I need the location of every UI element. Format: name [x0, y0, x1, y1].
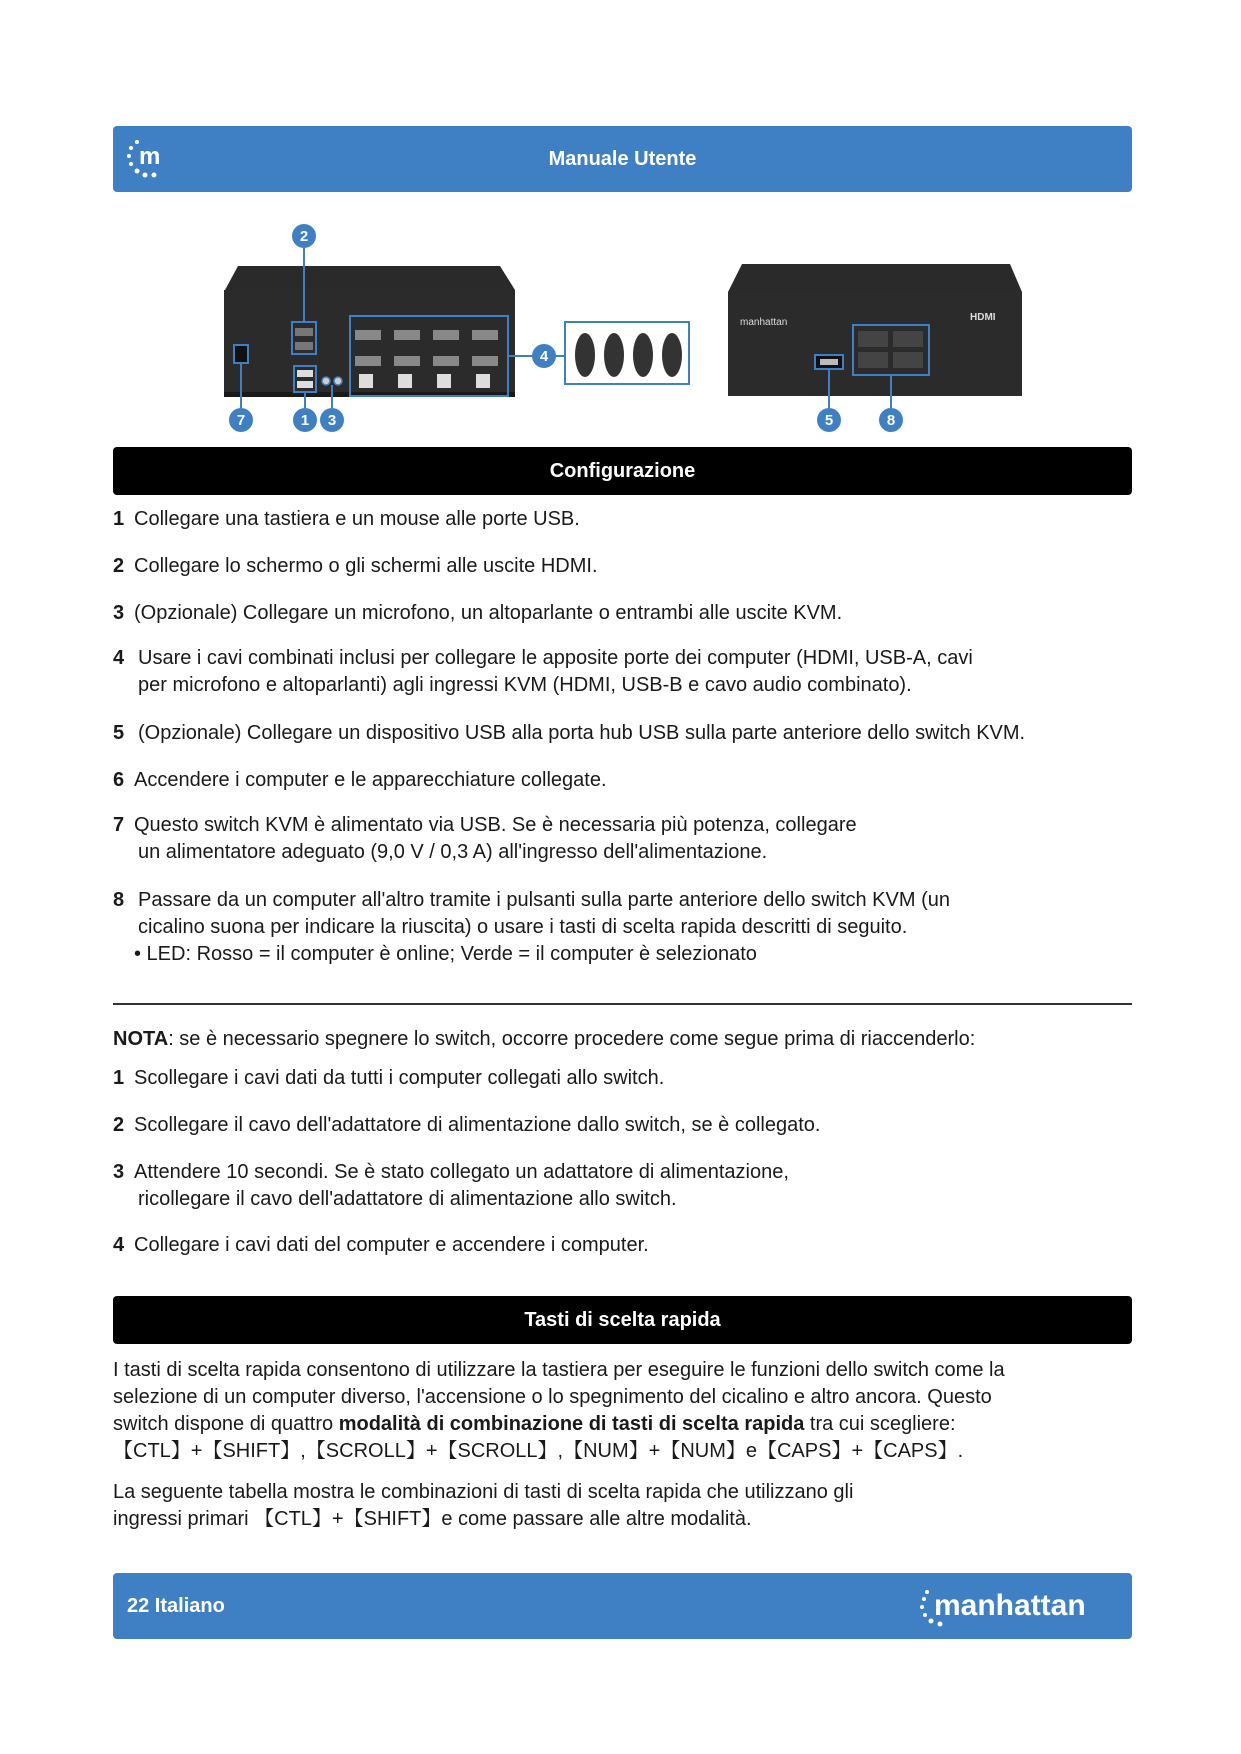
- kvm-front-panel: [728, 264, 1022, 396]
- config-step-3: 3 (Opzionale) Collegare un microfono, un altoparlante o entrambi alle uscite KVM.: [113, 602, 843, 624]
- config-step-7: 7 Questo switch KVM è alimentato via USB. Se è necessaria più potenza, collegare un alimentatore adeguato (9,0 V / 0,3 A) all'ingresso dell'alimentazione.: [113, 814, 857, 863]
- callout-badge-7: [229, 408, 253, 432]
- hotkeys-title: Tasti di scelta rapida: [524, 1308, 721, 1331]
- note-step-4: 4 Collegare i cavi dati del computer e accendere i computer.: [113, 1234, 649, 1256]
- callout-badge-1: [293, 408, 317, 432]
- svg-text:3: 3: [327, 412, 337, 429]
- config-step-1: 1 Collegare una tastiera e un mouse alle porte USB.: [113, 508, 580, 530]
- svg-text:4: 4: [539, 348, 549, 365]
- hotkeys-section-bar: [113, 1296, 1132, 1344]
- hotkeys-table-note: La seguente tabella mostra le combinazioni di tasti di scelta rapida che utilizzano gli ingressi primari 【CTL】+【SHIFT】e come passare alle altre modalità.: [113, 1481, 854, 1530]
- hotkeys-intro: I tasti di scelta rapida consentono di utilizzare la tastiera per eseguire le funzioni dello switch come la selezione di un computer diverso, l'accensione o lo spegnimento del cicalino e altro ancora. Questo switch dispone di quattro modalità di combinazione di tasti di scelta rapida tra cui scegliere: 【CTL】+【SHIFT】,【SCROLL】+【SCROLL】,【NUM】+【NUM】e【CAPS】+【CAPS】.: [113, 1357, 1073, 1465]
- config-title: Configurazione: [549, 459, 696, 482]
- callout-badge-5: [817, 408, 841, 432]
- divider: [113, 1003, 1132, 1005]
- callout-badge-2: [292, 224, 316, 248]
- combo-cables: [565, 322, 689, 384]
- svg-text:m: m: [139, 143, 161, 170]
- svg-text:5: 5: [824, 412, 834, 429]
- svg-text:1: 1: [300, 412, 310, 429]
- header-title: Manuale Utente: [548, 147, 697, 170]
- product-diagram: [0, 0, 1241, 445]
- hotkey-modes: 【CTL】+【SHIFT】,【SCROLL】+【SCROLL】,【NUM】+【NUM】e【CAPS】+【CAPS】.: [113, 1440, 964, 1462]
- callout-badge-8: [879, 408, 903, 432]
- kvm-back-panel: [224, 266, 515, 397]
- manhattan-logo-icon: [918, 1585, 1118, 1629]
- note-step-1: 1 Scollegare i cavi dati da tutti i computer collegati allo switch.: [113, 1067, 665, 1089]
- page-number: 22 Italiano: [127, 1594, 225, 1617]
- config-step-2: 2 Collegare lo schermo o gli schermi alle uscite HDMI.: [113, 555, 598, 577]
- front-brand: manhattan: [740, 317, 788, 328]
- led-note: • LED: Rosso = il computer è online; Verde = il computer è selezionato: [134, 943, 757, 965]
- svg-text:8: 8: [886, 412, 896, 429]
- note-step-2: 2 Scollegare il cavo dell'adattatore di alimentazione dallo switch, se è collegato.: [113, 1114, 821, 1136]
- svg-text:manhattan: manhattan: [934, 1589, 1086, 1622]
- front-hdmi: HDMI: [970, 312, 996, 323]
- svg-text:2: 2: [299, 228, 309, 245]
- config-step-8: 8 Passare da un computer all'altro tramite i pulsanti sulla parte anteriore dello switch KVM (un cicalino suona per indicare la riuscita) o usare i tasti di scelta rapida descritti di seguito. • LED: Rosso = il computer è online; Verde = il computer è selezionato: [113, 889, 950, 965]
- svg-text:7: 7: [236, 412, 246, 429]
- callout-badge-4: [532, 344, 556, 368]
- config-section-bar: [113, 447, 1132, 495]
- note-step-3: 3 Attendere 10 secondi. Se è stato collegato un adattatore di alimentazione, ricollegare il cavo dell'adattatore di alimentazione allo switch.: [113, 1161, 789, 1210]
- config-step-4: 4 Usare i cavi combinati inclusi per collegare le apposite porte dei computer (HDMI, USB-A, cavi per microfono e altoparlanti) agli ingressi KVM (HDMI, USB-B e cavo audio combinato).: [113, 647, 973, 696]
- config-step-6: 6 Accendere i computer e le apparecchiature collegate.: [113, 769, 607, 791]
- note-intro: NOTA: se è necessario spegnere lo switch, occorre procedere come segue prima di riaccenderlo:: [113, 1028, 976, 1050]
- footer-bar: [113, 1573, 1132, 1639]
- callout-badge-3: [320, 408, 344, 432]
- config-step-5: 5 (Opzionale) Collegare un dispositivo USB alla porta hub USB sulla parte anteriore dello switch KVM.: [113, 722, 1026, 744]
